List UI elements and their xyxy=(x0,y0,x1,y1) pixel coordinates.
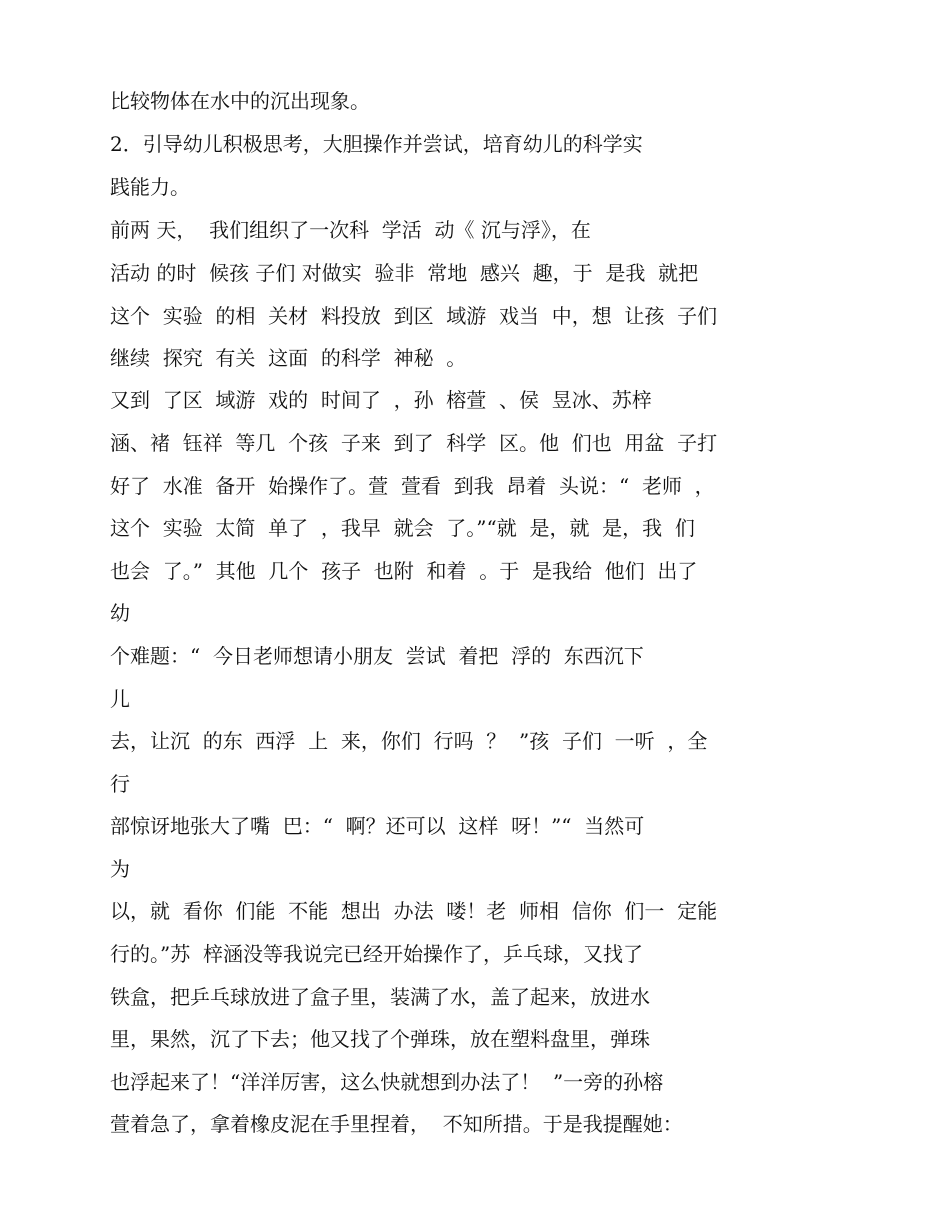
text-line: 幼 xyxy=(110,601,130,625)
text-line: 为 xyxy=(110,857,130,881)
text-line: 里，果然，沉了下去；他又找了个弹珠，放在塑料盘里，弹珠 xyxy=(110,1027,650,1051)
text-line: 去，让沉 的东 西浮 上 来，你们 行吗 ？ ”孩 子们 一听 ，全 xyxy=(110,729,708,753)
text-line: 比较物体在水中的沉出现象。 xyxy=(110,89,370,113)
text-line: 部惊讶地张大了嘴 巴：“ 啊？还可以 这样 呀！”“ 当然可 xyxy=(110,814,645,838)
text-line: 又到 了区 域游 戏的 时间了 ，孙 榕萱 、侯 昱冰、苏梓 xyxy=(110,388,652,412)
text-line: 2．引导幼儿积极思考，大胆操作并尝试，培育幼儿的科学实 xyxy=(110,132,643,156)
text-line: 涵、褚 钰祥 等几 个孩 子来 到了 科学 区。他 们也 用盆 子打 xyxy=(110,431,718,455)
text-line: 继续 探究 有关 这面 的科学 神秘 。 xyxy=(110,346,467,370)
text-line: 萱着急了，拿着橡皮泥在手里捏着， 不知所措。于是我提醒她： xyxy=(110,1112,683,1136)
text-line: 行 xyxy=(110,772,130,796)
text-line: 这个 实验 的相 关材 料投放 到区 域游 戏当 中，想 让孩 子们 xyxy=(110,304,718,328)
text-line: 也会 了。” 其他 几个 孩子 也附 和着 。于 是我给 他们 出了 xyxy=(110,559,698,583)
text-line: 以，就 看你 们能 不能 想出 办法 喽！老 师相 信你 们一 定能 xyxy=(110,899,718,923)
text-line: 好了 水准 备开 始操作了。萱 萱看 到我 昂着 头说：“ 老师 ， xyxy=(110,474,715,498)
text-line: 行的。”苏 梓涵没等我说完已经开始操作了，乒乓球，又找了 xyxy=(110,942,643,966)
text-line: 活动 的时 候孩 子们 对做实 验非 常地 感兴 趣，于 是我 就把 xyxy=(110,261,699,285)
text-line: 个难题：“ 今日老师想请小朋友 尝试 着把 浮的 东西沉下 xyxy=(110,644,644,668)
text-line: 践能力。 xyxy=(110,175,190,199)
text-line: 铁盒，把乒乓球放进了盒子里，装满了水，盖了起来，放进水 xyxy=(110,985,650,1009)
text-line: 前两 天， 我们组织了一次科 学活 动《 沉与浮》，在 xyxy=(110,218,591,242)
text-line: 也浮起来了！“洋洋厉害，这么快就想到办法了！ ”一旁的孙榕 xyxy=(110,1070,664,1094)
text-line: 这个 实验 太简 单了 ，我早 就会 了。”“就 是，就 是，我 们 xyxy=(110,516,695,540)
text-line: 儿 xyxy=(110,687,130,711)
